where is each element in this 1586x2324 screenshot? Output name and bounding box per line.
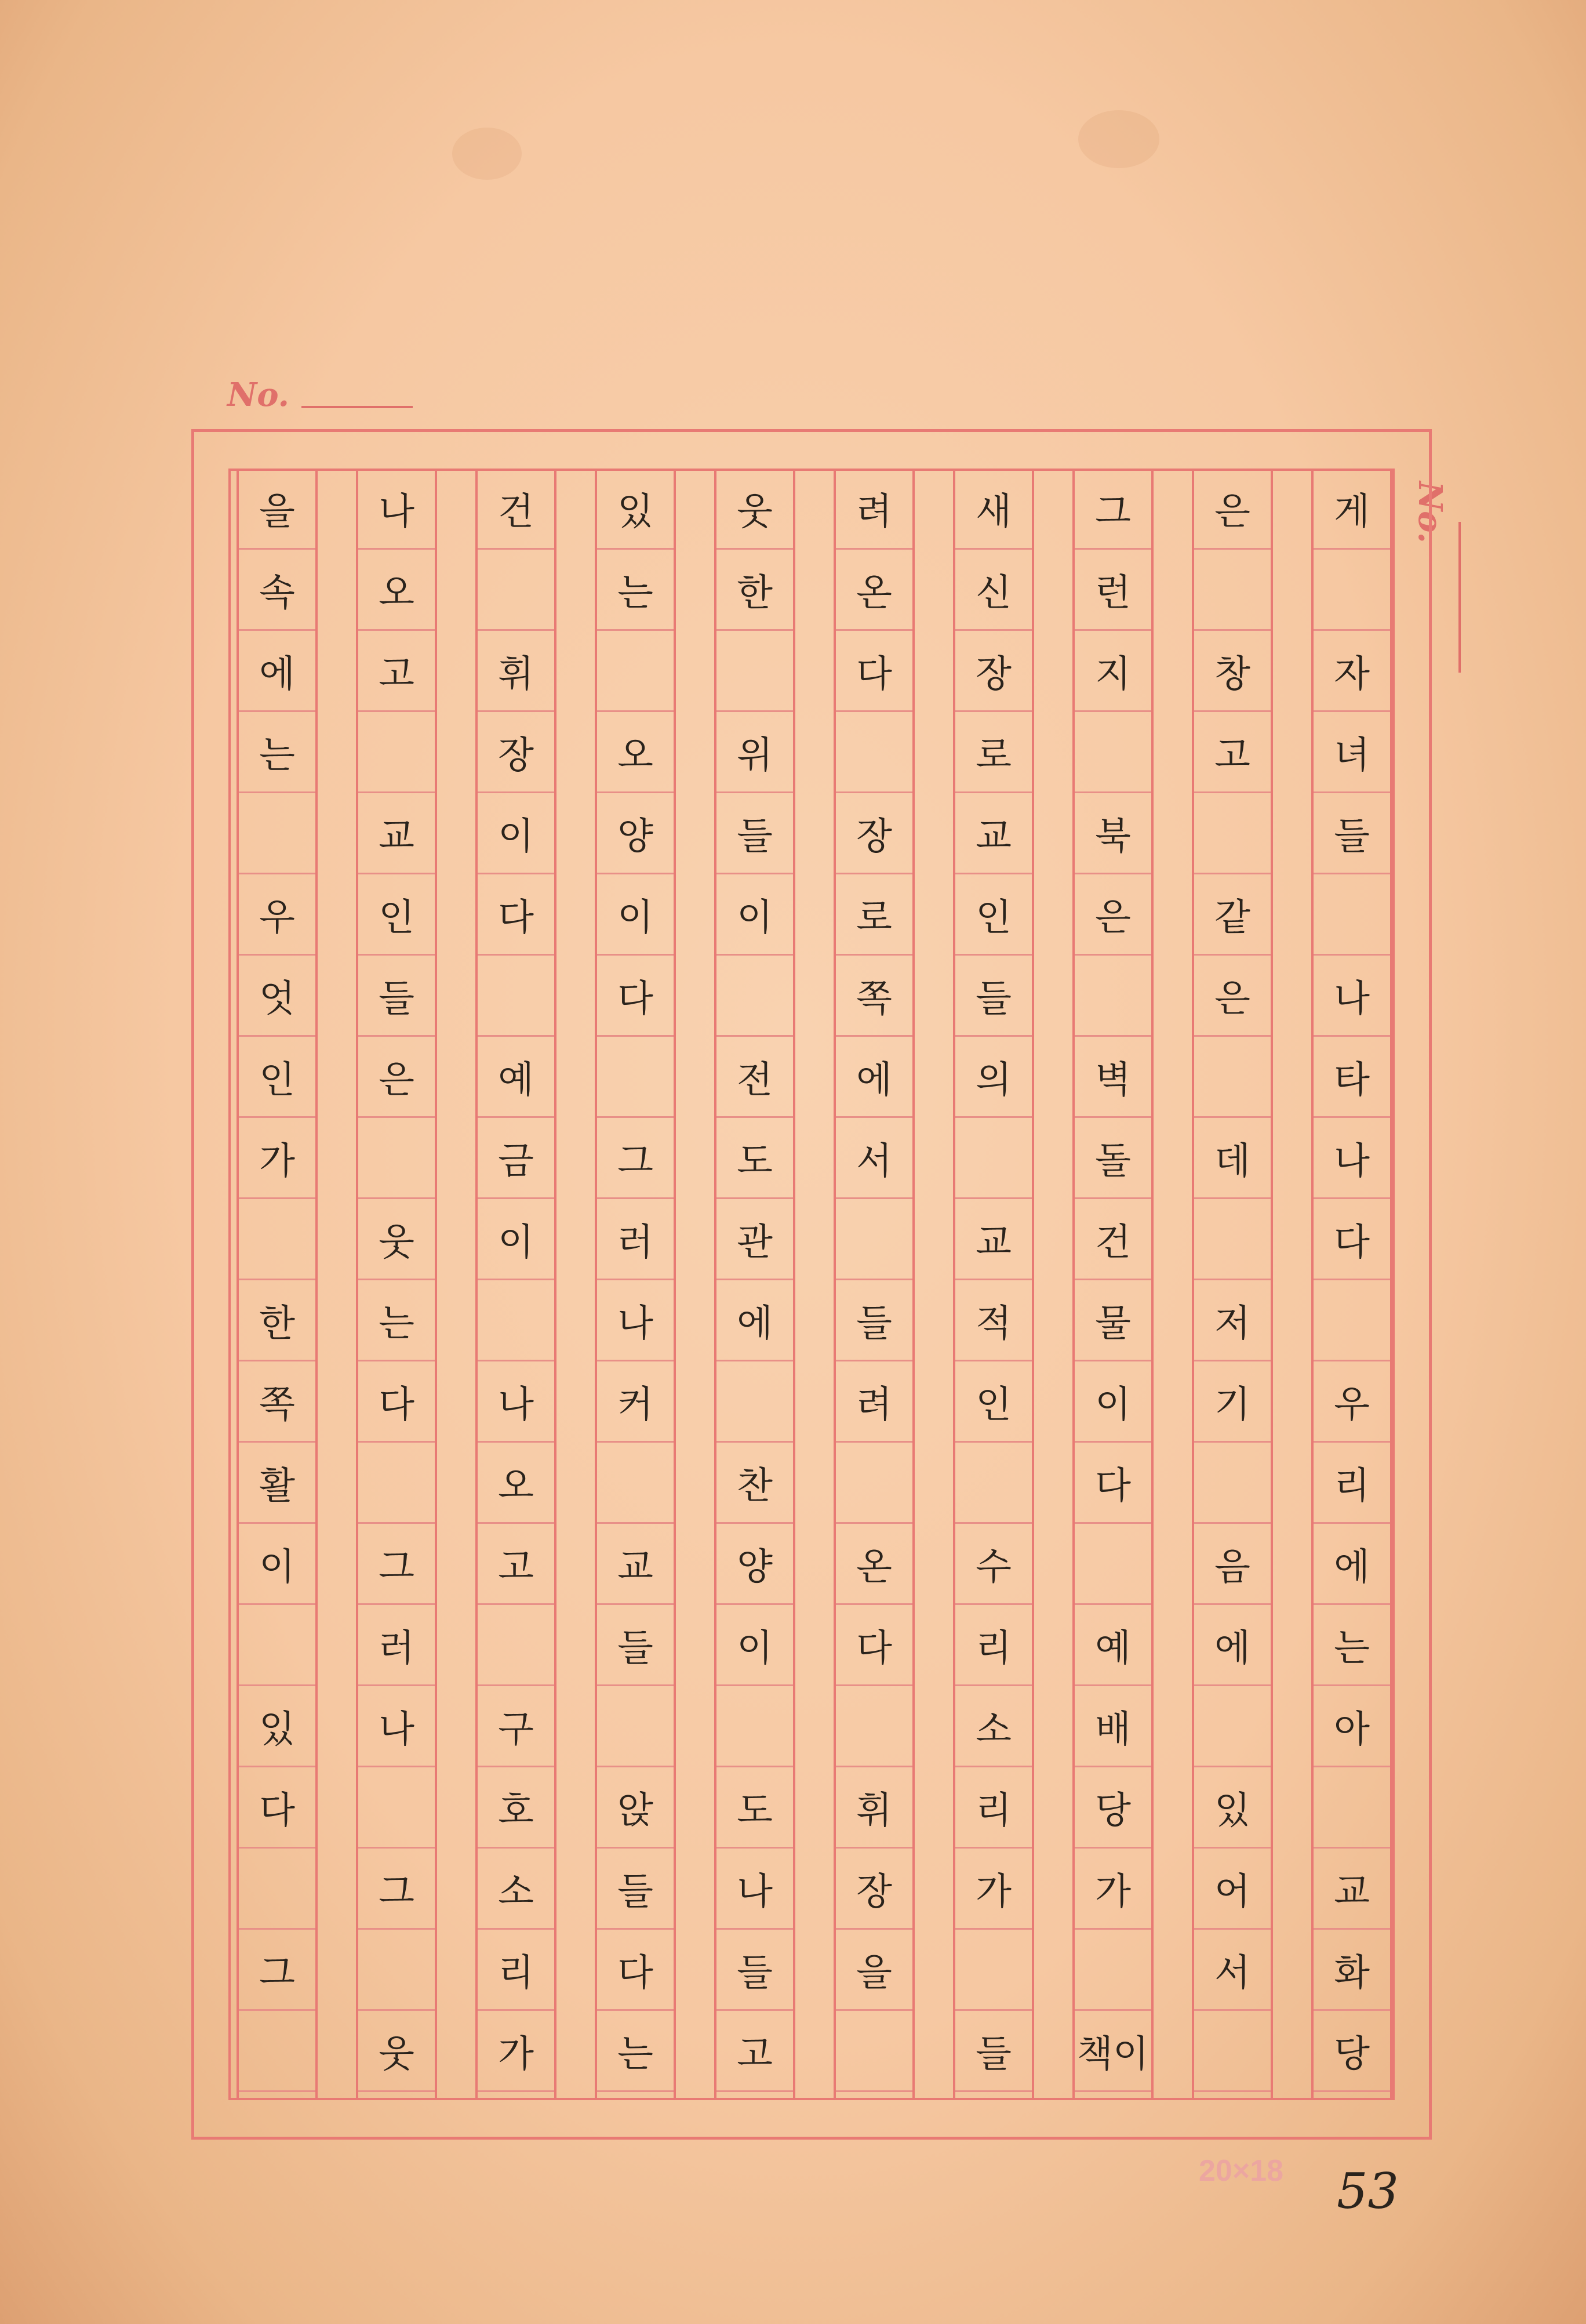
manuscript-cell: 은 [358,1037,435,1118]
manuscript-cell: 들 [716,793,793,874]
side-number-label: No. [1411,481,1449,544]
manuscript-cell: 서 [1194,1930,1271,2011]
manuscript-cell: 에 [239,631,315,712]
manuscript-cell: 그 [358,1524,435,1605]
manuscript-cell: 한 [239,1280,315,1361]
manuscript-cell [1075,1930,1151,2011]
manuscript-cell: 양 [716,1524,793,1605]
manuscript-cell: 이 [597,874,674,956]
manuscript-cell: 호 [478,1767,554,1849]
manuscript-column [237,469,318,2100]
manuscript-cell: 로 [955,712,1032,793]
manuscript-cell: 배 [1075,1686,1151,1767]
manuscript-cell: 휘 [478,631,554,712]
manuscript-cell: 게 [1314,469,1390,550]
manuscript-cell [239,2011,315,2092]
manuscript-cell: 오 [478,1443,554,1524]
manuscript-cell: 온 [836,1524,912,1605]
manuscript-cell: 들 [955,2011,1032,2092]
manuscript-cell: 은 [1194,469,1271,550]
manuscript-cell: 다 [836,1605,912,1686]
manuscript-cell: 는 [597,2011,674,2092]
manuscript-cell: 다 [478,874,554,956]
manuscript-cell: 아 [1314,1686,1390,1767]
manuscript-cell [1075,1524,1151,1605]
manuscript-cell: 그 [597,1118,674,1199]
manuscript-column [1072,469,1154,2100]
manuscript-cell [478,550,554,631]
side-number-blank-line [1458,522,1461,673]
manuscript-cell: 교 [955,793,1032,874]
manuscript-cell: 장 [955,631,1032,712]
manuscript-cell: 는 [239,712,315,793]
manuscript-cell [1194,1199,1271,1280]
manuscript-cell: 북 [1075,793,1151,874]
manuscript-cell: 나 [478,1361,554,1443]
manuscript-cell: 러 [358,1605,435,1686]
manuscript-cell: 지 [1075,631,1151,712]
manuscript-cell: 이 [478,1199,554,1280]
manuscript-cell: 인 [955,874,1032,956]
manuscript-cell: 당 [1075,1767,1151,1849]
manuscript-cell: 다 [597,956,674,1037]
manuscript-cell: 도 [716,1118,793,1199]
manuscript-cell: 웃 [358,2011,435,2092]
handwritten-page-number: 53 [1337,2163,1399,2220]
manuscript-cell: 교 [358,793,435,874]
manuscript-cell: 로 [836,874,912,956]
manuscript-cell: 가 [239,1118,315,1199]
manuscript-cell: 도 [716,1767,793,1849]
manuscript-cell: 있 [597,469,674,550]
manuscript-cell: 활 [239,1443,315,1524]
manuscript-cell: 장 [836,1849,912,1930]
manuscript-cell: 다 [239,1767,315,1849]
manuscript-cell: 전 [716,1037,793,1118]
manuscript-column [356,469,437,2100]
manuscript-cell [716,956,793,1037]
manuscript-cell: 금 [478,1118,554,1199]
manuscript-cell: 다 [836,631,912,712]
manuscript-cell: 고 [1194,712,1271,793]
manuscript-cell: 는 [1314,1605,1390,1686]
manuscript-cell: 우 [1314,1361,1390,1443]
manuscript-cell: 나 [1314,1118,1390,1199]
manuscript-column [1192,469,1273,2100]
manuscript-cell [1314,1767,1390,1849]
manuscript-cell: 리 [955,1605,1032,1686]
manuscript-cell: 타 [1314,1037,1390,1118]
manuscript-cell: 가 [1075,1849,1151,1930]
manuscript-cell [836,712,912,793]
paper-stain [452,128,522,180]
manuscript-cell: 저 [1194,1280,1271,1361]
manuscript-cell: 교 [955,1199,1032,1280]
manuscript-cell: 수 [955,1524,1032,1605]
manuscript-cell [716,1361,793,1443]
manuscript-cell: 리 [1314,1443,1390,1524]
manuscript-cell: 에 [1314,1524,1390,1605]
manuscript-cell: 에 [716,1280,793,1361]
manuscript-cell: 교 [1314,1849,1390,1930]
manuscript-cell [478,1605,554,1686]
manuscript-cell: 양 [597,793,674,874]
manuscript-cell: 화 [1314,1930,1390,2011]
manuscript-cell: 그 [358,1849,435,1930]
manuscript-cell [1194,550,1271,631]
manuscript-cell: 휘 [836,1767,912,1849]
manuscript-cell [239,793,315,874]
manuscript-cell: 을 [836,1930,912,2011]
manuscript-cell: 오 [597,712,674,793]
manuscript-cell: 다 [1075,1443,1151,1524]
manuscript-cell: 웃 [358,1199,435,1280]
manuscript-cell [1075,712,1151,793]
page-number-blank-line [301,406,413,408]
manuscript-cell: 들 [836,1280,912,1361]
manuscript-column [953,469,1034,2100]
manuscript-cell: 런 [1075,550,1151,631]
manuscript-cell [716,1686,793,1767]
manuscript-cell: 들 [597,1849,674,1930]
manuscript-cell [358,1443,435,1524]
manuscript-cell [358,1930,435,2011]
manuscript-cell: 신 [955,550,1032,631]
manuscript-cell: 돌 [1075,1118,1151,1199]
manuscript-column [595,469,676,2100]
manuscript-cell [1075,956,1151,1037]
manuscript-cell: 다 [1314,1199,1390,1280]
manuscript-column [475,469,556,2100]
page-number-label: No. [227,376,290,414]
manuscript-cell: 서 [836,1118,912,1199]
manuscript-cell: 우 [239,874,315,956]
manuscript-cell: 예 [1075,1605,1151,1686]
manuscript-cell: 당 [1314,2011,1390,2092]
manuscript-cell: 구 [478,1686,554,1767]
manuscript-cell [836,1686,912,1767]
manuscript-cell [597,1443,674,1524]
manuscript-cell: 앉 [597,1767,674,1849]
manuscript-cell: 오 [358,550,435,631]
grid-size-label: 20×18 [1199,2154,1284,2188]
manuscript-cell: 리 [955,1767,1032,1849]
manuscript-cell [836,2011,912,2092]
manuscript-cell: 소 [955,1686,1032,1767]
manuscript-cell: 에 [1194,1605,1271,1686]
manuscript-cell: 커 [597,1361,674,1443]
manuscript-cell [1314,550,1390,631]
manuscript-cell: 위 [716,712,793,793]
manuscript-cell: 온 [836,550,912,631]
manuscript-cell: 물 [1075,1280,1151,1361]
manuscript-cell: 가 [955,1849,1032,1930]
manuscript-cell [836,1199,912,1280]
manuscript-cell: 이 [478,793,554,874]
manuscript-cell: 쪽 [836,956,912,1037]
manuscript-cell [478,1280,554,1361]
manuscript-cell [597,631,674,712]
manuscript-cell: 이 [1075,1361,1151,1443]
manuscript-cell [358,1118,435,1199]
manuscript-cell: 적 [955,1280,1032,1361]
paper-stain [1078,110,1159,168]
manuscript-cell: 들 [955,956,1032,1037]
manuscript-cell: 고 [716,2011,793,2092]
manuscript-cell [1194,1037,1271,1118]
manuscript-cell [358,712,435,793]
manuscript-column [1311,469,1392,2100]
manuscript-cell: 을 [239,469,315,550]
manuscript-cell: 쪽 [239,1361,315,1443]
manuscript-cell: 예 [478,1037,554,1118]
manuscript-cell: 고 [358,631,435,712]
manuscript-cell: 다 [358,1361,435,1443]
manuscript-column [714,469,795,2100]
manuscript-cell [1194,1443,1271,1524]
manuscript-cell: 은 [1075,874,1151,956]
manuscript-cell [1314,1280,1390,1361]
manuscript-cell [716,631,793,712]
manuscript-cell [955,1930,1032,2011]
manuscript-cell: 리 [478,1930,554,2011]
manuscript-cell: 나 [358,1686,435,1767]
manuscript-cell [955,1443,1032,1524]
manuscript-cell: 나 [358,469,435,550]
manuscript-cell: 나 [716,1849,793,1930]
manuscript-cell: 들 [358,956,435,1037]
manuscript-cell: 자 [1314,631,1390,712]
manuscript-cell: 웃 [716,469,793,550]
manuscript-cell: 한 [716,550,793,631]
manuscript-cell [358,1767,435,1849]
manuscript-cell: 새 [955,469,1032,550]
manuscript-cell: 벽 [1075,1037,1151,1118]
manuscript-cell [1314,874,1390,956]
manuscript-cell: 려 [836,1361,912,1443]
manuscript-cell: 인 [955,1361,1032,1443]
manuscript-cell [239,1605,315,1686]
manuscript-cell: 관 [716,1199,793,1280]
manuscript-cell: 건 [478,469,554,550]
manuscript-cell: 이 [716,874,793,956]
manuscript-cell: 들 [597,1605,674,1686]
manuscript-cell: 찬 [716,1443,793,1524]
manuscript-cell: 있 [239,1686,315,1767]
manuscript-cell [239,1199,315,1280]
manuscript-cell: 나 [1314,956,1390,1037]
manuscript-cell: 책이 [1075,2011,1151,2092]
manuscript-cell: 은 [1194,956,1271,1037]
manuscript-cell: 들 [1314,793,1390,874]
manuscript-cell [597,1037,674,1118]
manuscript-cell: 소 [478,1849,554,1930]
manuscript-cell: 장 [478,712,554,793]
manuscript-cell [1194,2011,1271,2092]
manuscript-column [834,469,915,2100]
manuscript-cell: 는 [597,550,674,631]
manuscript-cell: 어 [1194,1849,1271,1930]
manuscript-cell: 나 [597,1280,674,1361]
manuscript-cell: 장 [836,793,912,874]
manuscript-cell: 의 [955,1037,1032,1118]
manuscript-cell [836,1443,912,1524]
manuscript-cell: 속 [239,550,315,631]
manuscript-cell: 가 [478,2011,554,2092]
manuscript-cell: 있 [1194,1767,1271,1849]
manuscript-cell [1194,793,1271,874]
manuscript-cell: 러 [597,1199,674,1280]
manuscript-cell [597,1686,674,1767]
manuscript-cell: 고 [478,1524,554,1605]
manuscript-cell: 데 [1194,1118,1271,1199]
manuscript-cell: 이 [239,1524,315,1605]
manuscript-cell: 에 [836,1037,912,1118]
manuscript-cell: 기 [1194,1361,1271,1443]
manuscript-cell: 건 [1075,1199,1151,1280]
manuscript-cell: 창 [1194,631,1271,712]
manuscript-cell: 그 [1075,469,1151,550]
manuscript-cell: 그 [239,1930,315,2011]
manuscript-cell: 려 [836,469,912,550]
manuscript-cell [478,956,554,1037]
manuscript-cell: 음 [1194,1524,1271,1605]
manuscript-cell: 들 [716,1930,793,2011]
manuscript-cell: 녀 [1314,712,1390,793]
manuscript-cell: 인 [239,1037,315,1118]
manuscript-cell: 인 [358,874,435,956]
manuscript-cell [1194,1686,1271,1767]
manuscript-cell: 엇 [239,956,315,1037]
manuscript-cell: 교 [597,1524,674,1605]
manuscript-cell: 이 [716,1605,793,1686]
manuscript-cell: 같 [1194,874,1271,956]
manuscript-cell: 다 [597,1930,674,2011]
manuscript-cell: 는 [358,1280,435,1361]
manuscript-cell [955,1118,1032,1199]
manuscript-cell [239,1849,315,1930]
